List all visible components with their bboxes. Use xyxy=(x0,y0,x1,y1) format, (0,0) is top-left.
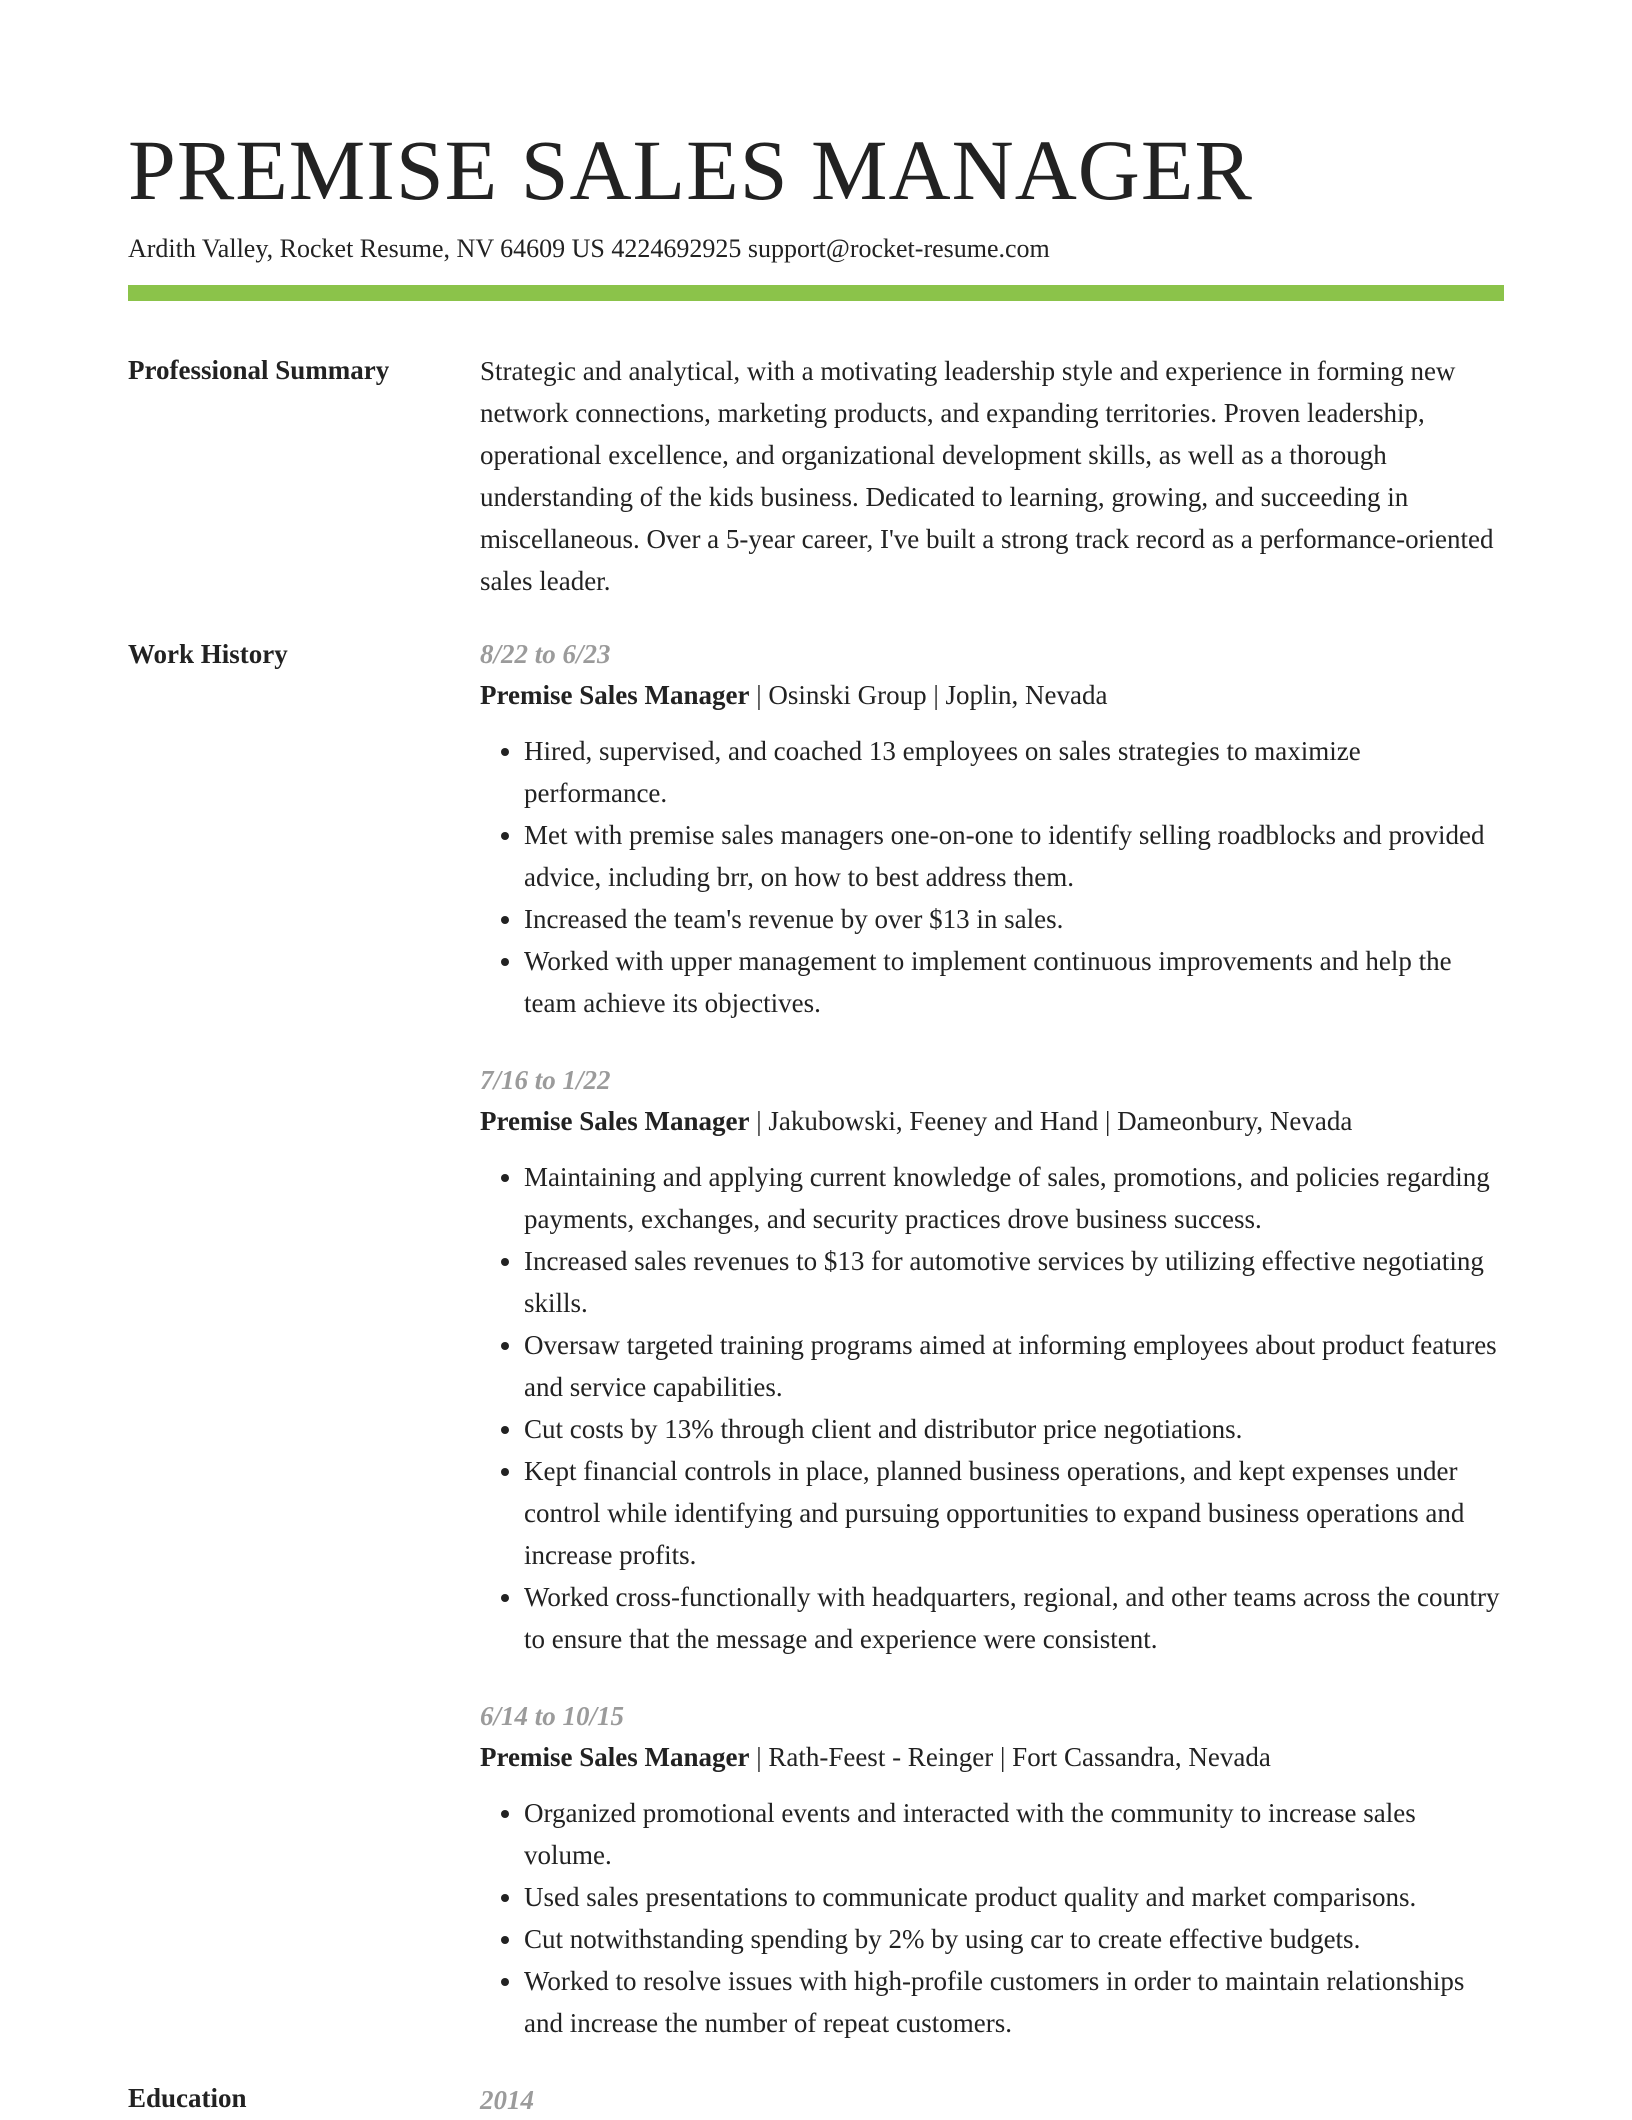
job-bullets xyxy=(480,1156,1504,1660)
job-role-line xyxy=(480,1736,1504,1778)
job-bullet: • Cut costs by 13% through client and distributor price negotiations. xyxy=(524,1408,1504,1450)
job-bullet: • Kept financial controls in place, planned business operations, and kept expenses under control while identifying and pursuing opportunities to expand business operations and increase profits. xyxy=(524,1450,1504,1576)
job-entry xyxy=(480,1696,1504,2044)
job-bullet: • Maintaining and applying current knowledge of sales, promotions, and policies regarding payments, exchanges, and security practices drove business success. xyxy=(524,1156,1504,1240)
job-dates: 6/14 to 10/15 xyxy=(480,1701,625,1731)
job-details: | Jakubowski, Feeney and Hand | Dameonbury, Nevada xyxy=(749,1106,1353,1136)
section-label-education: Education xyxy=(128,2083,247,2113)
summary-content xyxy=(480,350,1504,602)
summary-text: Strategic and analytical, with a motivating leadership style and experience in forming new network connections, marketing products, and expanding territories. Proven leadership, operational excellence, and organizational development skills, as well as a thorough understanding of the kids business. Dedicated to learning, growing, and succeeding in miscellaneous. Over a 5-year career, I've built a strong track record as a performance-oriented sales leader. xyxy=(480,356,1494,596)
job-dates: 8/22 to 6/23 xyxy=(480,639,611,669)
contact-line: Ardith Valley, Rocket Resume, NV 64609 US 4224692925 support@rocket-resume.com xyxy=(128,234,1050,263)
job-bullet: • Met with premise sales managers one-on-one to identify selling roadblocks and provided advice, including brr, on how to best address them. xyxy=(524,814,1504,898)
section-label-summary: Professional Summary xyxy=(128,355,390,385)
job-role-line xyxy=(480,1100,1504,1142)
accent-divider xyxy=(128,285,1504,301)
job-bullet: • Hired, supervised, and coached 13 employees on sales strategies to maximize performance. xyxy=(524,730,1504,814)
job-bullet: • Worked with upper management to implement continuous improvements and help the team achieve its objectives. xyxy=(524,940,1504,1024)
job-title: Premise Sales Manager xyxy=(480,1742,750,1772)
job-title: Premise Sales Manager xyxy=(480,1106,750,1136)
job-entry xyxy=(480,634,1504,1024)
job-bullet: • Oversaw targeted training programs aimed at informing employees about product features and service capabilities. xyxy=(524,1324,1504,1408)
education-content xyxy=(480,2080,1504,2120)
resume-title: PREMISE SALES MANAGER xyxy=(128,122,1253,218)
job-role-line xyxy=(480,674,1504,716)
job-bullet: • Increased sales revenues to $13 for automotive services by utilizing effective negotiating skills. xyxy=(524,1240,1504,1324)
job-bullet: • Cut notwithstanding spending by 2% by using car to create effective budgets. xyxy=(524,1918,1504,1960)
job-bullet: • Worked to resolve issues with high-profile customers in order to maintain relationships and increase the number of repeat customers. xyxy=(524,1960,1504,2044)
job-bullet: • Increased the team's revenue by over $13 in sales. xyxy=(524,898,1504,940)
job-entry xyxy=(480,1060,1504,1660)
job-details: | Osinski Group | Joplin, Nevada xyxy=(749,680,1108,710)
job-bullets xyxy=(480,1792,1504,2044)
job-bullet: • Organized promotional events and interacted with the community to increase sales volume. xyxy=(524,1792,1504,1876)
education-dates: 2014 xyxy=(480,2085,534,2115)
job-bullets xyxy=(480,730,1504,1024)
section-label-work: Work History xyxy=(128,639,288,669)
job-dates: 7/16 to 1/22 xyxy=(480,1065,611,1095)
job-bullet: • Worked cross-functionally with headquarters, regional, and other teams across the country to ensure that the message and experience were consistent. xyxy=(524,1576,1504,1660)
job-bullet: • Used sales presentations to communicate product quality and market comparisons. xyxy=(524,1876,1504,1918)
job-details: | Rath-Feest - Reinger | Fort Cassandra, Nevada xyxy=(749,1742,1271,1772)
job-title: Premise Sales Manager xyxy=(480,680,750,710)
